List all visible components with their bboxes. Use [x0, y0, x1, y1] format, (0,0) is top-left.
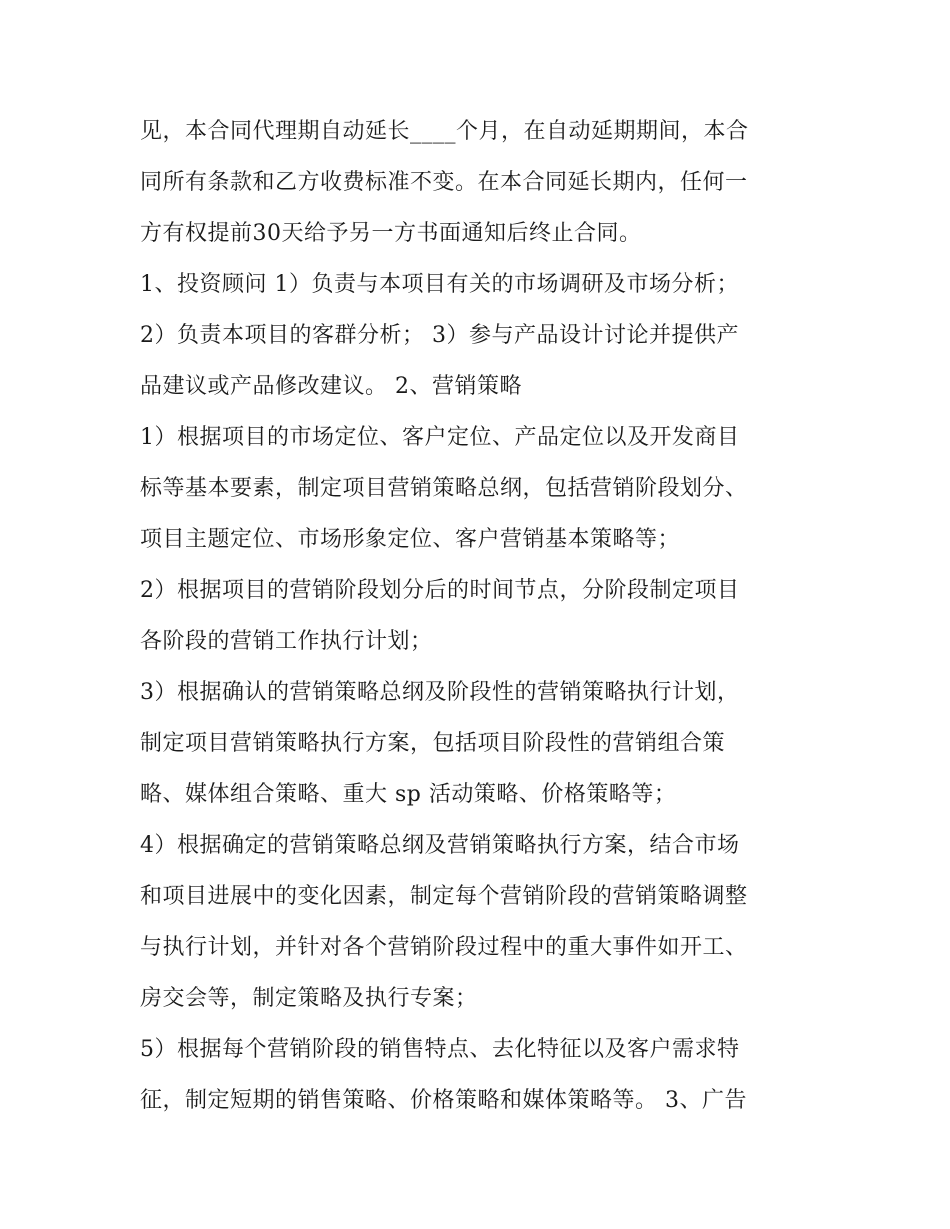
text-line: 1）根据项目的市场定位、客户定位、产品定位以及开发商目 [140, 425, 740, 450]
text-line: 见，本合同代理期自动延长____个月，在自动延期期间，本合 [140, 119, 749, 144]
text-line: 品建议或产品修改建议。 2、营销策略 [140, 374, 522, 399]
text-line: 5）根据每个营销阶段的销售特点、去化特征以及客户需求特 [140, 1037, 740, 1062]
text-line: 同所有条款和乙方收费标准不变。在本合同延长期内，任何一 [140, 170, 748, 195]
text-line: 1、投资顾问 1）负责与本项目有关的市场调研及市场分析； [140, 272, 739, 297]
text-line: 制定项目营销策略执行方案，包括项目阶段性的营销组合策 [140, 731, 726, 756]
text-line: 略、媒体组合策略、重大 sp 活动策略、价格策略等； [140, 782, 677, 807]
text-line: 项目主题定位、市场形象定位、客户营销基本策略等； [140, 527, 681, 552]
text-line: 方有权提前30天给予另一方书面通知后终止合同。 [140, 221, 642, 246]
text-line: 与执行计划，并针对各个营销阶段过程中的重大事件如开工、 [140, 935, 748, 960]
text-line: 3）根据确认的营销策略总纲及阶段性的营销策略执行计划， [140, 680, 740, 705]
text-line: 和项目进展中的变化因素，制定每个营销阶段的营销策略调整 [140, 884, 748, 909]
text-line: 房交会等，制定策略及执行专案； [140, 986, 478, 1011]
text-line: 标等基本要素，制定项目营销策略总纲，包括营销阶段划分、 [140, 476, 748, 501]
text-line: 2）根据项目的营销阶段划分后的时间节点，分阶段制定项目 [140, 578, 740, 603]
text-line: 4）根据确定的营销策略总纲及营销策略执行方案，结合市场 [140, 833, 740, 858]
text-line: 2）负责本项目的客群分析； 3）参与产品设计讨论并提供产 [140, 323, 739, 348]
text-line: 征，制定短期的销售策略、价格策略和媒体策略等。 3、广告 [140, 1088, 747, 1113]
document-body [140, 106, 830, 1126]
text-line: 各阶段的营销工作执行计划； [140, 629, 433, 654]
